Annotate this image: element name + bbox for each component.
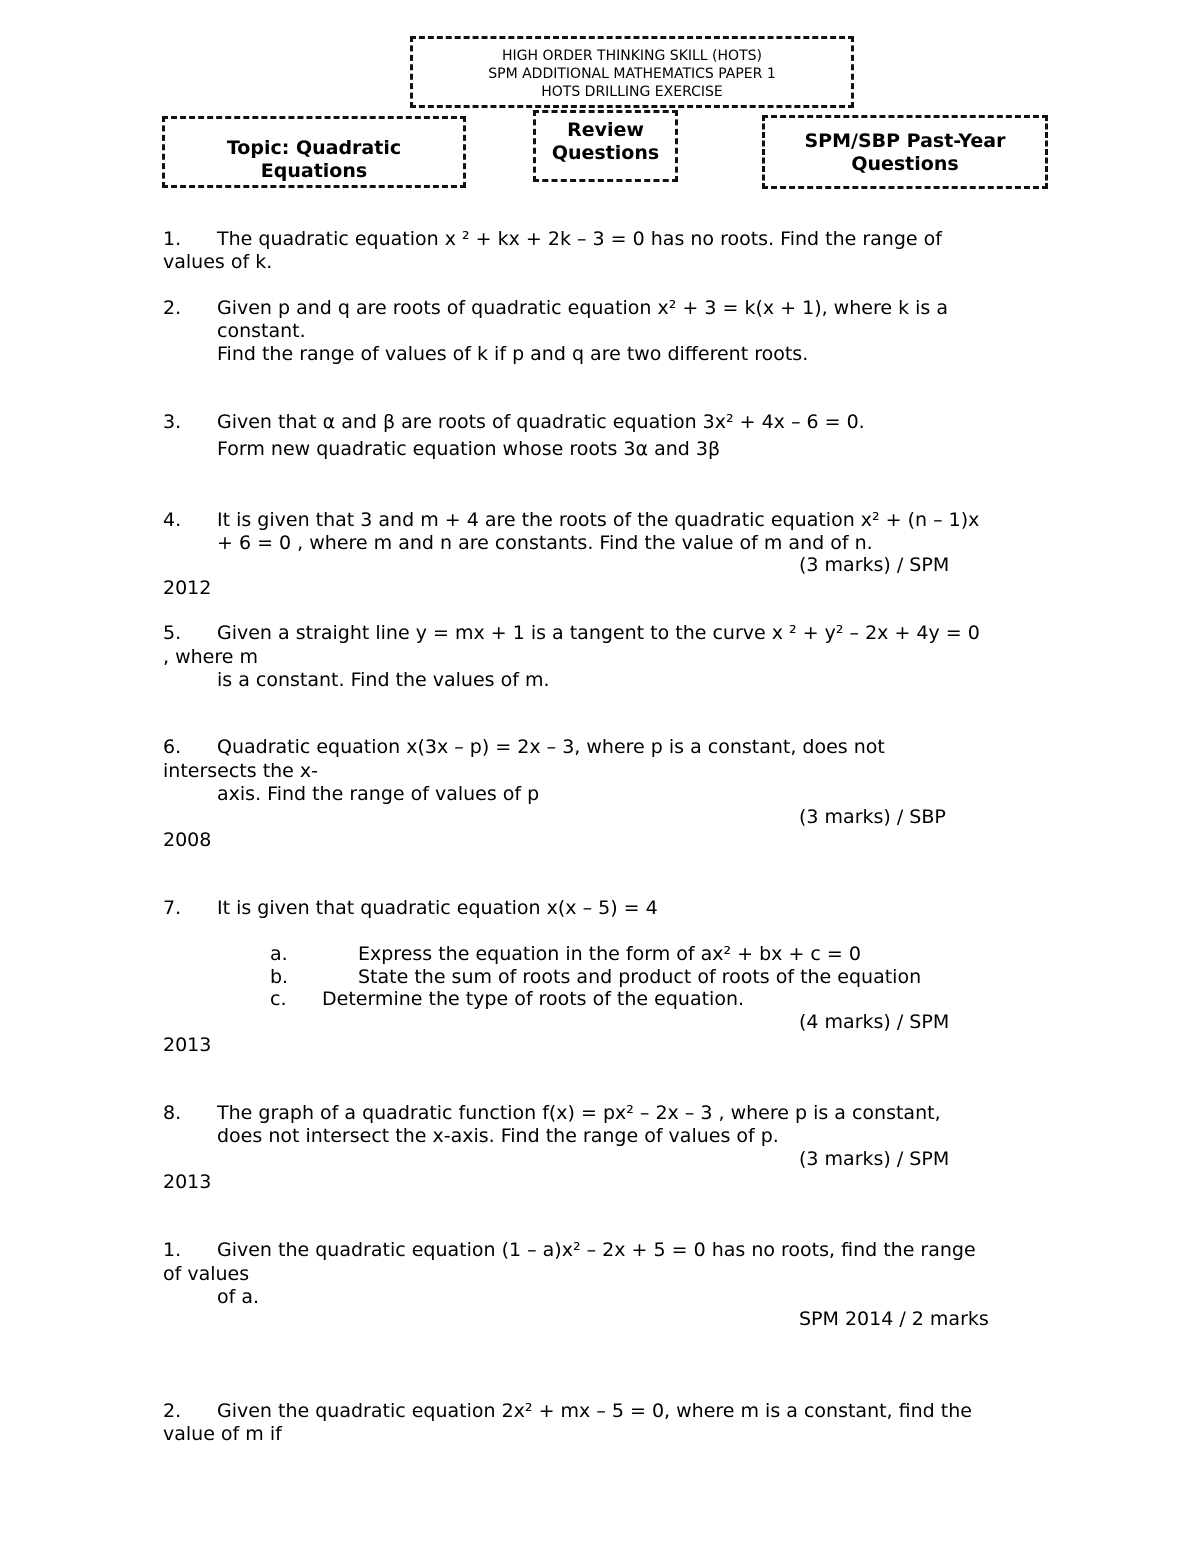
past-question-1-text: Given the quadratic equation (1 – a)x² – 2x + 5 = 0 has no roots, find the range — [217, 1239, 976, 1261]
question-3-text: Given that α and β are roots of quadratic equation 3x² + 4x – 6 = 0. — [217, 411, 865, 433]
question-7-year: 2013 — [163, 1034, 212, 1056]
question-3-number: 3. — [163, 411, 182, 433]
question-1-number: 1. — [163, 228, 182, 250]
worksheet-header-box — [410, 36, 854, 108]
question-8-marks: (3 marks) / SPM — [799, 1148, 950, 1170]
question-7-number: 7. — [163, 897, 182, 919]
past-year-box — [762, 115, 1048, 189]
question-8-number: 8. — [163, 1102, 182, 1124]
question-6-text-end: axis. Find the range of values of p — [217, 783, 540, 805]
review-line-2: Questions — [551, 142, 660, 164]
question-6-number: 6. — [163, 736, 182, 758]
question-1-text: The quadratic equation x ² + kx + 2k – 3 = 0 has no roots. Find the range of — [217, 228, 942, 250]
question-6-text-cont: intersects the x- — [163, 760, 319, 782]
question-7c-label: c. — [270, 988, 287, 1010]
header-line-3: HOTS DRILLING EXERCISE — [541, 84, 723, 100]
past-year-line-2: Questions — [851, 153, 959, 175]
question-2-number: 2. — [163, 297, 182, 319]
question-5-text: Given a straight line y = mx + 1 is a tangent to the curve x ² + y² – 2x + 4y = 0 — [217, 622, 980, 644]
question-4-text: It is given that 3 and m + 4 are the roots of the quadratic equation x² + (n – 1)x — [217, 509, 980, 531]
question-6-text: Quadratic equation x(3x – p) = 2x – 3, where p is a constant, does not — [217, 736, 885, 758]
past-question-2-text-cont: value of m if — [163, 1423, 282, 1445]
past-question-1-marks: SPM 2014 / 2 marks — [799, 1308, 989, 1330]
question-4-year: 2012 — [163, 577, 212, 599]
question-4-marks: (3 marks) / SPM — [799, 554, 950, 576]
past-question-2-text: Given the quadratic equation 2x² + mx – 5 = 0, where m is a constant, find the — [217, 1400, 972, 1422]
question-7-text: It is given that quadratic equation x(x – 5) = 4 — [217, 897, 658, 919]
question-8-year: 2013 — [163, 1171, 212, 1193]
question-2-instruction: Find the range of values of k if p and q are two different roots. — [217, 343, 809, 365]
question-7b-text: State the sum of roots and product of roots of the equation — [358, 966, 922, 988]
topic-box — [162, 116, 466, 188]
question-5-text-end: is a constant. Find the values of m. — [217, 669, 550, 691]
question-7c-text: Determine the type of roots of the equation. — [322, 988, 745, 1010]
question-8-text: The graph of a quadratic function f(x) = px² – 2x – 3 , where p is a constant, — [217, 1102, 941, 1124]
question-7a-label: a. — [270, 943, 288, 965]
topic-line-2: Equations — [260, 160, 368, 182]
past-question-1-number: 1. — [163, 1239, 182, 1261]
question-7b-label: b. — [270, 966, 289, 988]
header-line-1: HIGH ORDER THINKING SKILL (HOTS) — [502, 48, 762, 64]
question-4-text-cont: + 6 = 0 , where m and n are constants. Find the value of m and of n. — [217, 532, 873, 554]
question-6-marks: (3 marks) / SBP — [799, 806, 946, 828]
question-6-year: 2008 — [163, 829, 212, 851]
question-2-text: Given p and q are roots of quadratic equation x² + 3 = k(x + 1), where k is a — [217, 297, 948, 319]
past-question-1-text-end: of a. — [217, 1286, 260, 1308]
review-box — [533, 110, 678, 182]
question-3-instruction: Form new quadratic equation whose roots 3α and 3β — [217, 438, 721, 460]
review-line-1: Review — [567, 119, 644, 141]
past-question-2-number: 2. — [163, 1400, 182, 1422]
question-7-marks: (4 marks) / SPM — [799, 1011, 950, 1033]
question-7a-text: Express the equation in the form of ax² + bx + c = 0 — [358, 943, 861, 965]
topic-line-1: Topic: Quadratic — [226, 137, 402, 159]
header-line-2: SPM ADDITIONAL MATHEMATICS PAPER 1 — [488, 66, 776, 82]
question-1-text-cont: values of k. — [163, 251, 273, 273]
question-5-text-cont: , where m — [163, 646, 258, 668]
question-5-number: 5. — [163, 622, 182, 644]
question-8-text-cont: does not intersect the x-axis. Find the range of values of p. — [217, 1125, 779, 1147]
question-4-number: 4. — [163, 509, 182, 531]
past-year-line-1: SPM/SBP Past-Year — [804, 130, 1006, 152]
past-question-1-text-cont: of values — [163, 1263, 250, 1285]
question-2-text-cont: constant. — [217, 320, 306, 342]
